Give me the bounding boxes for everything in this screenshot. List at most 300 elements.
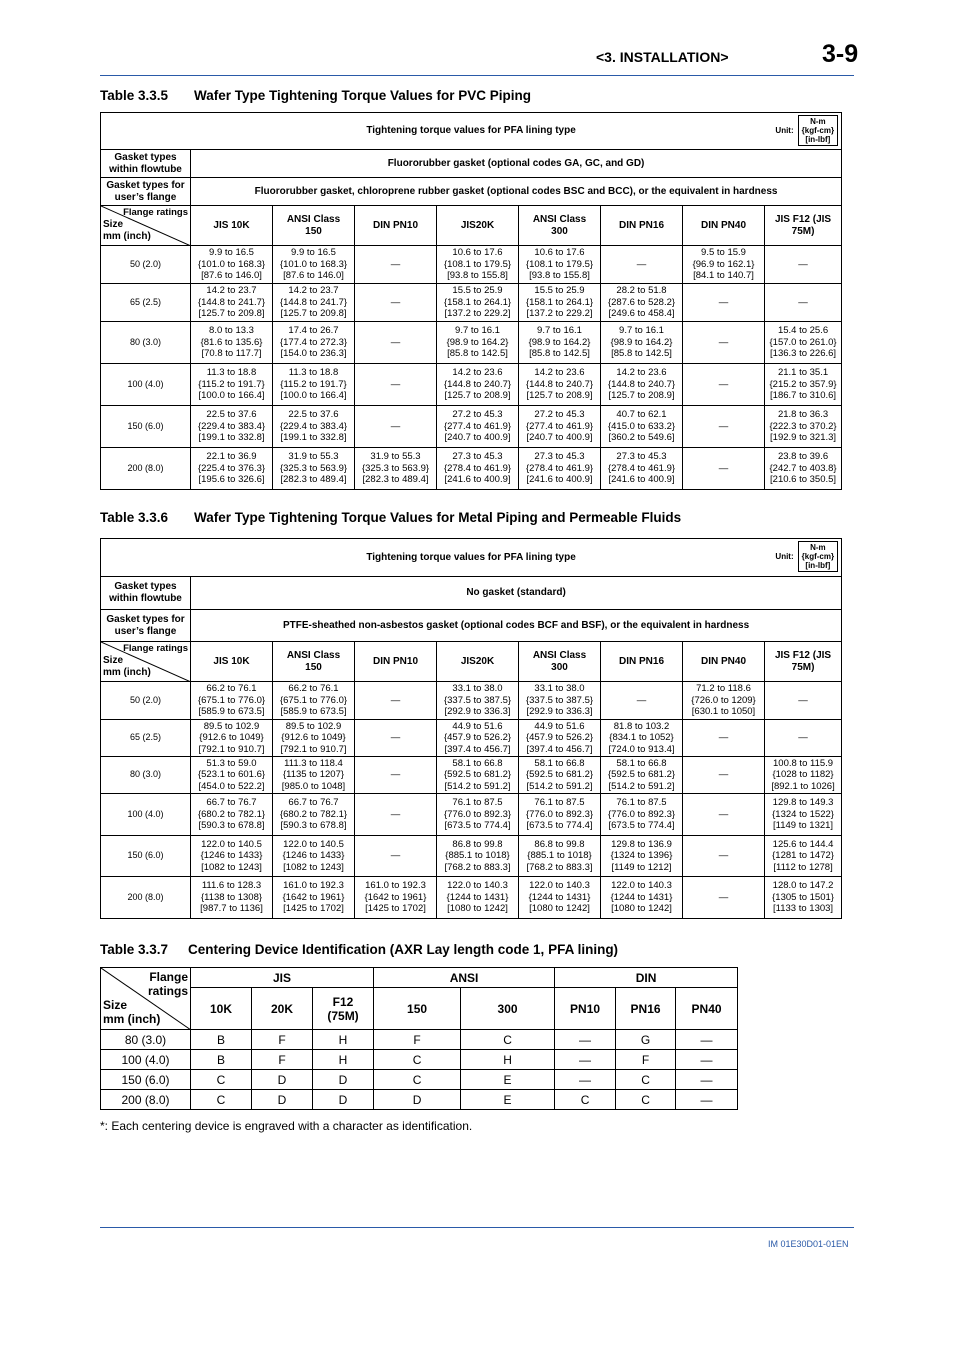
torque-cell [355, 364, 437, 406]
torque-value: — [390, 258, 401, 270]
id-cell: F [374, 1030, 461, 1050]
torque-value: — [718, 420, 729, 432]
torque-cell [273, 757, 355, 794]
torque-value: {215.2 to 357.9} [769, 378, 837, 390]
torque-value: [514.2 to 591.2] [444, 780, 511, 792]
torque-cell [191, 246, 273, 284]
torque-cell [765, 246, 842, 284]
torque-value: {1246 to 1433} [200, 850, 263, 862]
torque-value: [241.6 to 400.9] [444, 474, 511, 486]
unit-label: Unit: [775, 125, 794, 135]
id-cell: D [252, 1090, 313, 1110]
torque-cell [273, 364, 355, 406]
unit-line: [in-lbf] [805, 561, 831, 570]
torque-cell [355, 757, 437, 794]
torque-cell [765, 877, 842, 919]
size-label: Size [103, 655, 124, 666]
torque-value: 14.2 to 23.7 [206, 285, 257, 297]
torque-value: {277.4 to 461.9} [525, 420, 594, 432]
torque-value: {1028 to 1182} [772, 769, 834, 781]
torque-value: 31.9 to 55.3 [370, 451, 421, 463]
size-cell: 100 (4.0) [101, 1050, 191, 1070]
torque-cell [519, 448, 601, 490]
torque-value: [724.0 to 913.4] [608, 743, 675, 755]
column-header: ANSI Class 150 [273, 642, 355, 682]
unit-line: {kgf-cm} [801, 126, 835, 135]
torque-cell [355, 284, 437, 322]
torque-value: 21.1 to 35.1 [777, 367, 829, 379]
torque-cell [601, 364, 683, 406]
torque-cell [765, 406, 842, 448]
torque-value: {1246 to 1433} [282, 850, 345, 862]
column-header: DIN PN10 [355, 206, 437, 246]
mm-inch-label: mm (inch) [103, 231, 151, 242]
torque-value: 58.1 to 66.8 [616, 757, 667, 769]
torque-value: [100.0 to 166.4] [198, 390, 265, 402]
torque-value: {98.9 to 164.2} [610, 336, 673, 348]
torque-value: {1244 to 1431} [528, 891, 591, 903]
torque-value: 161.0 to 192.3 [283, 880, 344, 892]
torque-value: [514.2 to 591.2] [608, 780, 675, 792]
torque-value: 76.1 to 87.5 [616, 797, 667, 809]
torque-cell [191, 794, 273, 836]
torque-value: {278.4 to 461.9} [525, 462, 594, 474]
torque-value: 31.9 to 55.3 [288, 451, 339, 463]
torque-value: [1082 to 1243] [201, 861, 262, 873]
column-header: JIS F12 (JIS 75M) [765, 206, 842, 246]
torque-value: {1138 to 1308} [200, 891, 263, 903]
size-cell: 150 (6.0) [101, 406, 191, 448]
torque-value: 122.0 to 140.5 [283, 838, 344, 850]
torque-value: [590.3 to 678.8] [280, 820, 347, 832]
torque-cell [519, 406, 601, 448]
column-header: JIS20K [437, 206, 519, 246]
id-cell: D [374, 1090, 461, 1110]
column-header: DIN PN40 [683, 206, 765, 246]
column-header: ANSI Class 300 [519, 206, 601, 246]
torque-value: {277.4 to 461.9} [443, 420, 512, 432]
unit-line: [in-lbf] [805, 135, 831, 144]
torque-value: {457.9 to 526.2} [443, 732, 512, 744]
torque-cell [683, 322, 765, 364]
torque-value: [199.1 to 332.8] [198, 432, 265, 444]
torque-value: {885.1 to 1018} [527, 850, 592, 862]
torque-value: [125.7 to 209.8] [280, 308, 347, 320]
torque-value: {834.1 to 1052} [609, 732, 674, 744]
torque-cell [273, 720, 355, 757]
torque-cell [355, 794, 437, 836]
torque-value: 111.3 to 118.4 [284, 757, 343, 769]
gasket-label: Gasket types for user’s flange [101, 178, 191, 206]
torque-value: [249.6 to 458.4] [608, 308, 675, 320]
torque-value: [360.2 to 549.6] [608, 432, 675, 444]
size-flange-header [101, 642, 191, 682]
gasket-user-row [101, 178, 842, 206]
id-cell: — [676, 1090, 738, 1110]
torque-value: [100.0 to 166.4] [280, 390, 347, 402]
torque-value: 21.8 to 36.3 [777, 409, 829, 421]
torque-value: [85.8 to 142.5] [447, 348, 508, 360]
torque-value: [1080 to 1242] [611, 903, 672, 915]
torque-cell [683, 682, 765, 720]
torque-value: [585.9 to 673.5] [198, 706, 265, 718]
torque-cell [765, 364, 842, 406]
torque-value: {158.1 to 264.1} [443, 296, 512, 308]
torque-value: — [798, 258, 808, 270]
torque-value: [1425 to 1702] [283, 903, 344, 915]
table-title: Centering Device Identification (AXR Lay length code 1, PFA lining) [188, 942, 619, 957]
torque-value: 58.1 to 66.8 [452, 757, 503, 769]
table-row [101, 406, 842, 448]
sub-header: PN16 [616, 988, 676, 1030]
sub-header: 20K [252, 988, 313, 1030]
torque-value: {325.3 to 563.9} [279, 462, 348, 474]
torque-value: — [636, 694, 647, 706]
torque-value: {592.5 to 681.2} [443, 769, 512, 781]
sub-header: 300 [461, 988, 555, 1030]
table-row [101, 246, 842, 284]
size-cell: 150 (6.0) [101, 836, 191, 877]
flange-ratings-label: Flange ratings [123, 643, 188, 654]
flange-ratings-label: Flange ratings [123, 207, 188, 218]
torque-value: — [390, 850, 401, 862]
torque-value: 76.1 to 87.5 [534, 797, 585, 809]
id-cell: G [616, 1030, 676, 1050]
torque-value: 122.0 to 140.5 [201, 838, 262, 850]
torque-cell [273, 322, 355, 364]
torque-value: [792.1 to 910.7] [198, 743, 265, 755]
torque-value: — [390, 336, 401, 348]
torque-value: — [636, 258, 647, 270]
torque-value: — [718, 378, 729, 390]
torque-value: 66.2 to 76.1 [288, 683, 339, 695]
torque-cell [519, 877, 601, 919]
torque-value: [673.5 to 774.4] [444, 820, 511, 832]
torque-value: — [390, 694, 401, 706]
torque-value: — [718, 891, 729, 903]
id-cell: H [461, 1050, 555, 1070]
id-cell: D [313, 1090, 374, 1110]
column-header-row [101, 206, 842, 246]
size-cell: 50 (2.0) [101, 246, 191, 284]
id-cell: F [616, 1050, 676, 1070]
torque-value: [282.3 to 489.4] [280, 474, 347, 486]
torque-label: Tightening torque values for PFA lining type [366, 125, 576, 136]
torque-value: {337.5 to 387.5} [443, 694, 512, 706]
sub-header: 10K [191, 988, 252, 1030]
torque-value: {101.0 to 168.3} [279, 258, 348, 270]
table-title: Wafer Type Tightening Torque Values for PVC Piping [194, 88, 532, 103]
torque-value: [137.2 to 229.2] [526, 308, 593, 320]
torque-label: Tightening torque values for PFA lining type [366, 551, 576, 563]
torque-value: {225.4 to 376.3} [197, 462, 266, 474]
sub-header: F12 (75M) [313, 988, 374, 1030]
torque-value: {157.0 to 261.0} [769, 336, 837, 348]
torque-value: 66.7 to 76.7 [288, 797, 339, 809]
torque-label-cell [101, 539, 842, 577]
size-label: Size [103, 219, 124, 230]
torque-cell [601, 794, 683, 836]
torque-cell [191, 406, 273, 448]
torque-value: [85.8 to 142.5] [529, 348, 590, 360]
torque-value: 11.3 to 18.8 [288, 367, 339, 379]
gasket-label: Gasket types within flowtube [101, 577, 191, 610]
table-row [101, 836, 842, 877]
torque-value: [1133 to 1303] [773, 903, 834, 915]
torque-cell [519, 720, 601, 757]
sub-header: 150 [374, 988, 461, 1030]
torque-value: [673.5 to 774.4] [526, 820, 593, 832]
torque-cell [683, 757, 765, 794]
torque-value: [186.7 to 310.6] [770, 390, 837, 402]
torque-cell [273, 284, 355, 322]
torque-value: 129.8 to 149.3 [772, 797, 834, 809]
torque-value: 9.7 to 16.1 [537, 325, 582, 337]
torque-value: {1305 to 1501} [772, 891, 834, 903]
torque-cell [519, 682, 601, 720]
torque-value: — [798, 296, 808, 308]
torque-cell [519, 322, 601, 364]
torque-value: [292.9 to 336.3] [444, 706, 511, 718]
torque-cell [437, 322, 519, 364]
torque-cell [519, 246, 601, 284]
id-cell: B [191, 1030, 252, 1050]
sub-header-row [101, 988, 738, 1030]
torque-value: 14.2 to 23.6 [616, 367, 667, 379]
torque-cell [765, 322, 842, 364]
torque-value: 9.7 to 16.1 [455, 325, 500, 337]
table-336 [100, 538, 842, 919]
torque-value: {101.0 to 168.3} [197, 258, 266, 270]
torque-value: 11.3 to 18.8 [206, 367, 257, 379]
unit-line: N-m [810, 543, 826, 552]
torque-value: 27.2 to 45.3 [452, 409, 503, 421]
torque-value: [792.1 to 910.7] [280, 743, 347, 755]
torque-cell [191, 364, 273, 406]
torque-value: 15.4 to 25.6 [777, 325, 829, 337]
table-row [101, 284, 842, 322]
torque-value: — [390, 808, 401, 820]
torque-value: 129.8 to 136.9 [611, 838, 672, 850]
torque-cell [519, 836, 601, 877]
torque-value: — [390, 420, 401, 432]
torque-cell [683, 448, 765, 490]
id-cell: C [616, 1070, 676, 1090]
table-number: Table 3.3.6 [100, 510, 169, 525]
torque-value: {229.4 to 383.4} [279, 420, 348, 432]
table-row [101, 448, 842, 490]
torque-value: [585.9 to 673.5] [280, 706, 347, 718]
mm-inch-label: mm (inch) [103, 1012, 161, 1026]
id-cell: C [374, 1070, 461, 1090]
torque-value: 51.3 to 59.0 [206, 757, 257, 769]
torque-cell [191, 757, 273, 794]
torque-value: 33.1 to 38.0 [452, 683, 503, 695]
torque-value: 17.4 to 26.7 [288, 325, 339, 337]
torque-value: [154.0 to 236.3] [280, 348, 347, 360]
torque-value: 40.7 to 62.1 [616, 409, 667, 421]
table-row [101, 322, 842, 364]
id-cell: H [313, 1050, 374, 1070]
torque-cell [601, 682, 683, 720]
torque-value: 76.1 to 87.5 [452, 797, 503, 809]
torque-value: [241.6 to 400.9] [526, 474, 593, 486]
id-cell: — [676, 1050, 738, 1070]
table-row [101, 877, 842, 919]
torque-value: 81.8 to 103.2 [613, 720, 670, 732]
size-cell: 200 (8.0) [101, 1090, 191, 1110]
torque-cell [601, 448, 683, 490]
unit-line: {kgf-cm} [801, 552, 835, 561]
table-row [101, 1050, 738, 1070]
torque-cell [273, 406, 355, 448]
id-cell: — [676, 1070, 738, 1090]
table-row [101, 794, 842, 836]
torque-value: 9.9 to 16.5 [209, 247, 254, 259]
torque-value: {592.5 to 681.2} [525, 769, 594, 781]
torque-cell [437, 682, 519, 720]
group-ansi: ANSI [374, 968, 555, 988]
torque-cell [601, 284, 683, 322]
id-cell: C [555, 1090, 616, 1110]
torque-value: [985.0 to 1048] [281, 780, 346, 792]
torque-value: [241.6 to 400.9] [608, 474, 675, 486]
torque-cell [437, 364, 519, 406]
torque-value: 14.2 to 23.6 [452, 367, 503, 379]
table-row [101, 364, 842, 406]
torque-value: — [390, 769, 401, 781]
torque-value: {144.8 to 240.7} [525, 378, 594, 390]
torque-value: [87.6 to 146.0] [201, 270, 262, 282]
torque-value: [768.2 to 883.3] [526, 861, 593, 873]
torque-value: [87.6 to 146.0] [283, 270, 344, 282]
torque-cell [273, 836, 355, 877]
torque-value: — [798, 732, 808, 744]
torque-value: [397.4 to 456.7] [444, 743, 511, 755]
torque-value: [673.5 to 774.4] [608, 820, 675, 832]
torque-value: {144.8 to 241.7} [197, 296, 266, 308]
torque-label-row [101, 113, 842, 150]
torque-value: {222.3 to 370.2} [769, 420, 837, 432]
gasket-user-row [101, 610, 842, 642]
torque-value: — [718, 769, 729, 781]
table-335-caption [100, 88, 531, 103]
gasket-label: Gasket types for user’s flange [101, 610, 191, 642]
torque-value: {242.7 to 403.8} [769, 462, 837, 474]
size-label: Size [103, 998, 128, 1012]
unit-indicator [775, 541, 838, 572]
torque-cell [273, 448, 355, 490]
torque-cell [191, 682, 273, 720]
torque-value: [514.2 to 591.2] [526, 780, 593, 792]
torque-cell [355, 448, 437, 490]
torque-value: 27.3 to 45.3 [534, 451, 585, 463]
torque-value: {1135 to 1207} [282, 769, 345, 781]
torque-value: [136.3 to 226.6] [770, 348, 837, 360]
torque-value: [93.8 to 155.8] [529, 270, 590, 282]
torque-cell [355, 246, 437, 284]
table-number: Table 3.3.5 [100, 88, 169, 103]
torque-value: 44.9 to 51.6 [534, 720, 585, 732]
torque-value: 66.7 to 76.7 [206, 797, 257, 809]
header-rule [100, 75, 854, 76]
group-jis: JIS [191, 968, 374, 988]
torque-value: [210.6 to 350.5] [770, 474, 837, 486]
torque-value: {144.8 to 241.7} [279, 296, 348, 308]
size-flange-header [101, 968, 191, 1030]
size-cell: 50 (2.0) [101, 682, 191, 720]
torque-cell [601, 322, 683, 364]
torque-cell [191, 284, 273, 322]
torque-cell [519, 757, 601, 794]
torque-cell [437, 284, 519, 322]
torque-value: 22.5 to 37.6 [206, 409, 257, 421]
torque-cell [765, 448, 842, 490]
torque-value: 100.8 to 115.9 [773, 757, 834, 769]
torque-value: — [390, 296, 401, 308]
torque-value: {98.9 to 164.2} [446, 336, 509, 348]
torque-cell [273, 877, 355, 919]
torque-value: {144.8 to 240.7} [607, 378, 676, 390]
torque-value: — [798, 694, 808, 706]
torque-value: {287.6 to 528.2} [607, 296, 676, 308]
torque-cell [437, 794, 519, 836]
torque-value: {523.1 to 601.6} [197, 769, 266, 781]
torque-value: [125.7 to 208.9] [526, 390, 593, 402]
torque-value: [137.2 to 229.2] [444, 308, 511, 320]
torque-value: 111.6 to 128.3 [201, 880, 262, 892]
table-number: Table 3.3.7 [100, 942, 169, 957]
id-cell: D [252, 1070, 313, 1090]
torque-label-row [101, 539, 842, 577]
id-cell: C [461, 1030, 555, 1050]
column-header: DIN PN10 [355, 642, 437, 682]
size-cell: 80 (3.0) [101, 1030, 191, 1050]
torque-value: [125.7 to 209.8] [198, 308, 265, 320]
unit-box [798, 541, 838, 572]
group-din: DIN [555, 968, 738, 988]
torque-value: {1244 to 1431} [446, 891, 509, 903]
torque-cell [437, 246, 519, 284]
torque-cell [191, 836, 273, 877]
torque-value: {115.2 to 191.7} [198, 378, 265, 390]
torque-value: {108.1 to 179.5} [525, 258, 594, 270]
id-cell: C [616, 1090, 676, 1110]
torque-value: 44.9 to 51.6 [452, 720, 503, 732]
torque-value: — [390, 732, 401, 744]
torque-value: {912.6 to 1049} [281, 732, 346, 744]
torque-value: {415.0 to 633.2} [607, 420, 676, 432]
torque-value: 10.6 to 17.6 [452, 247, 503, 259]
torque-value: [1425 to 1702] [365, 903, 426, 915]
torque-cell [601, 836, 683, 877]
torque-value: 161.0 to 192.3 [365, 880, 426, 892]
torque-cell [437, 406, 519, 448]
torque-value: — [718, 808, 729, 820]
table-title: Wafer Type Tightening Torque Values for Metal Piping and Permeable Fluids [194, 510, 682, 525]
torque-cell [601, 406, 683, 448]
torque-value: 33.1 to 38.0 [534, 683, 585, 695]
torque-value: {457.9 to 526.2} [525, 732, 594, 744]
column-header: DIN PN16 [601, 642, 683, 682]
torque-value: [195.6 to 326.6] [198, 474, 265, 486]
table-337 [100, 967, 738, 1110]
torque-value: 27.2 to 45.3 [534, 409, 585, 421]
size-cell: 100 (4.0) [101, 794, 191, 836]
torque-value: {1324 to 1396} [610, 850, 673, 862]
torque-value: 122.0 to 140.3 [611, 880, 672, 892]
torque-value: {680.2 to 782.1} [279, 808, 348, 820]
